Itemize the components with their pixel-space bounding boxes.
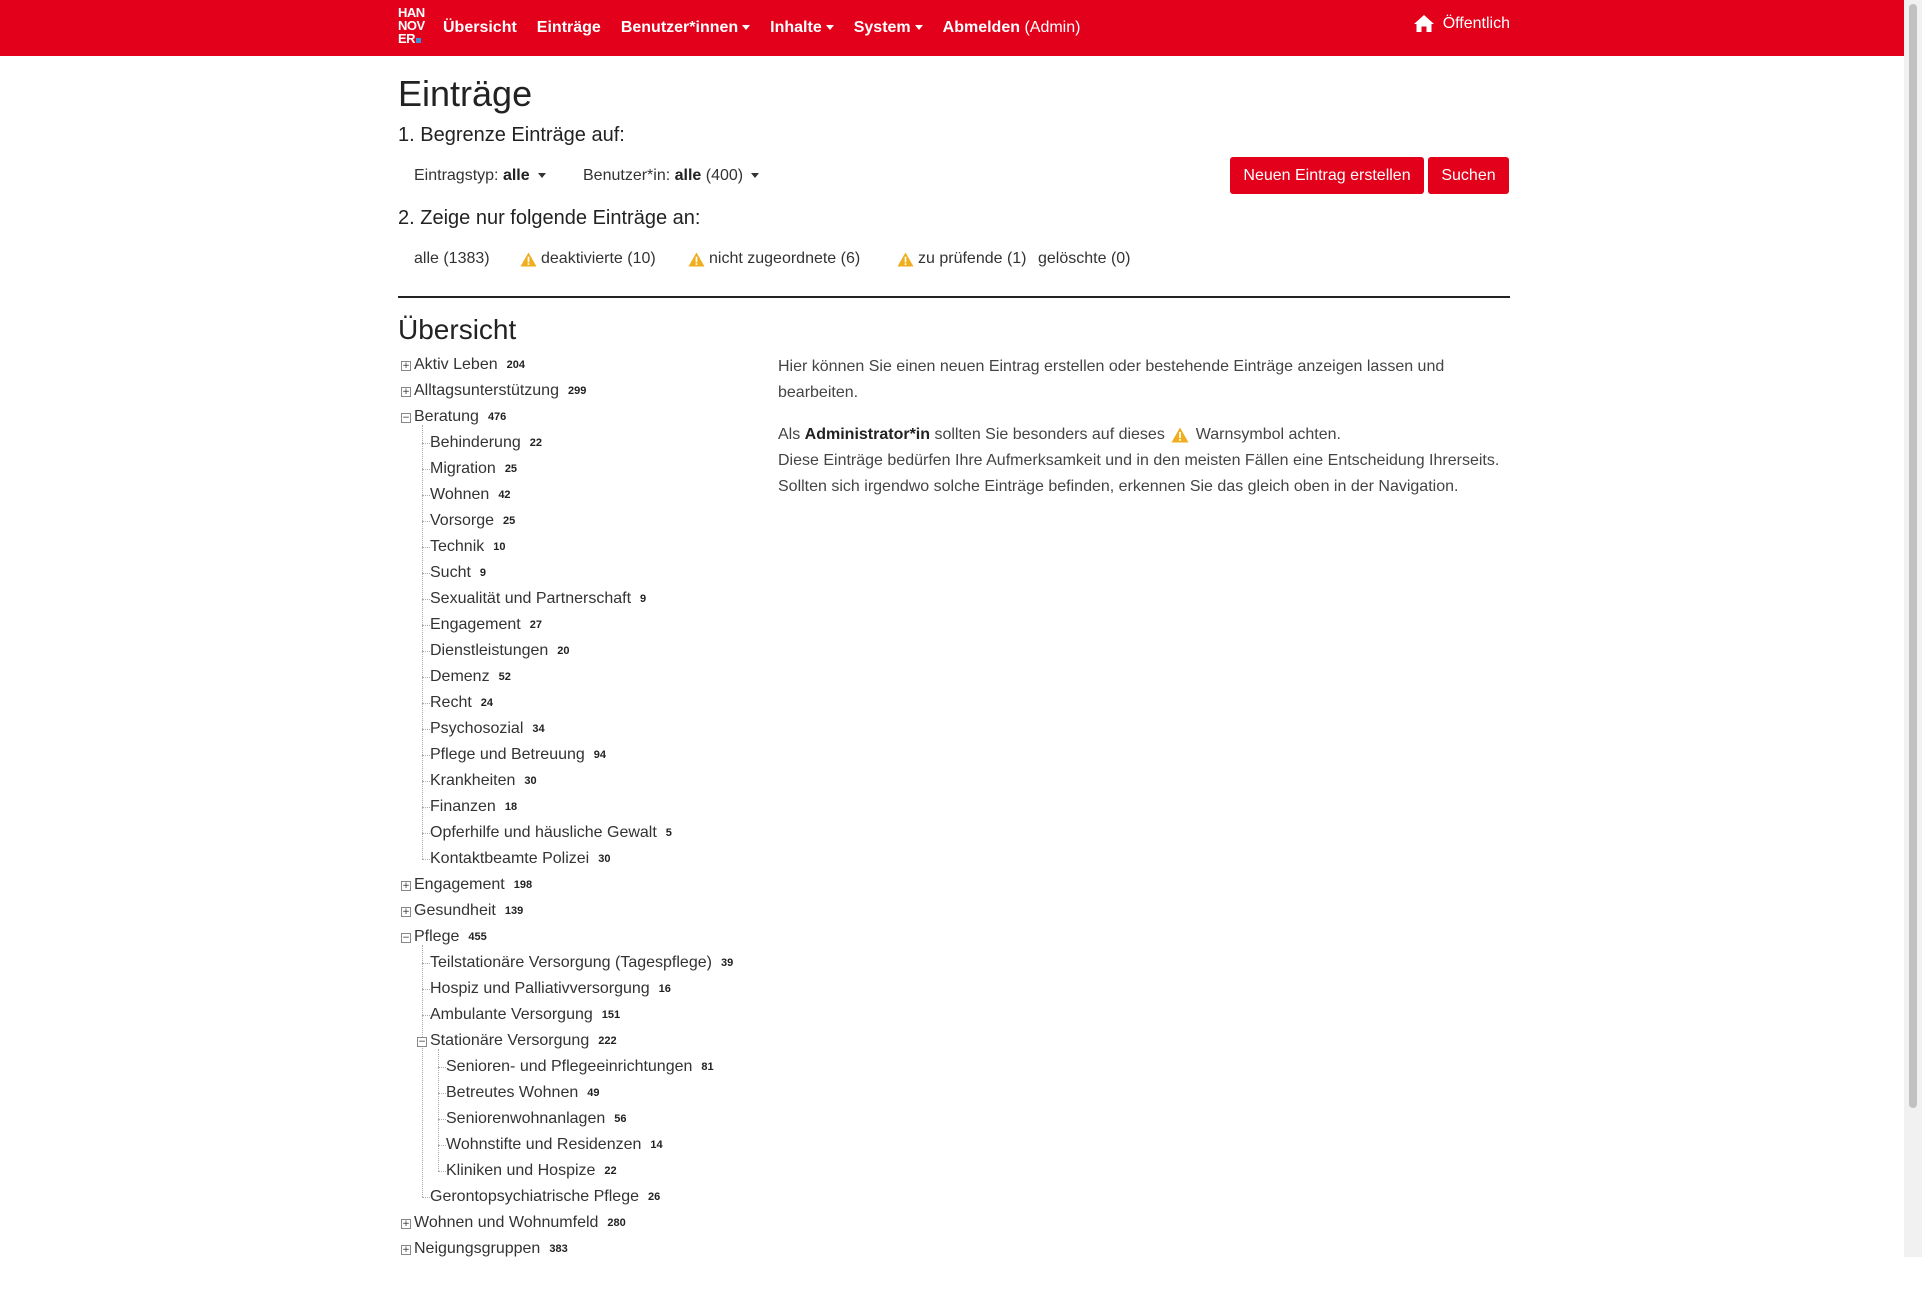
nav-menu (443, 0, 1100, 56)
tree-node-label: Beratung (414, 408, 479, 425)
chevron-down-icon (826, 25, 834, 30)
tree-node-recht[interactable] (430, 690, 493, 716)
nav-item-label: System (853, 19, 911, 36)
tree-node-label: Wohnen und Wohnumfeld (414, 1214, 599, 1231)
nav-item-label: Inhalte (770, 19, 822, 36)
expand-icon[interactable]: + (402, 907, 410, 917)
tree-node-count: 151 (601, 1009, 621, 1021)
tree-node-label: Kliniken und Hospize (446, 1162, 596, 1179)
tree-node-psychosozial[interactable] (430, 716, 545, 742)
tree-node-wohnen-und-wohnumfeld[interactable] (414, 1210, 626, 1236)
user-filter-value: alle (674, 167, 702, 184)
tree-node-count: 94 (593, 749, 607, 761)
logo-dot-icon (416, 38, 421, 43)
show-filter-zu-pruefende[interactable] (897, 250, 1027, 268)
expand-icon[interactable]: + (402, 1245, 410, 1255)
tree-node-sexualitaet-und-partnerschaft[interactable] (430, 586, 646, 612)
section-divider (398, 296, 1510, 298)
chevron-down-icon (538, 173, 546, 178)
tree-node-stationaere-versorgung[interactable] (430, 1028, 617, 1054)
tree-node-count: 52 (498, 671, 511, 683)
tree-node-count: 24 (480, 697, 494, 709)
tree-connector (422, 833, 430, 834)
tree-node-count: 18 (504, 801, 518, 813)
tree-node-label: Gerontopsychiatrische Pflege (430, 1188, 639, 1205)
show-filter-geloeschte[interactable] (1038, 250, 1131, 268)
expand-icon[interactable]: + (402, 361, 410, 371)
tree-node-opferhilfe-und-haeusliche-gewalt[interactable] (430, 820, 672, 846)
info-paragraph-intro: Hier können Sie einen neuen Eintrag erstellen oder bestehende Einträge anzeigen lassen und bearbeiten. (778, 358, 1445, 401)
show-filter-label: alle (1383) (414, 250, 490, 267)
user-dropdown[interactable] (583, 167, 759, 185)
tree-node-beratung[interactable] (414, 404, 506, 430)
tree-node-count: 139 (504, 905, 524, 917)
collapse-icon[interactable]: − (418, 1037, 426, 1047)
tree-node-aktiv-leben[interactable] (414, 352, 525, 378)
nav-logout[interactable] (943, 19, 1081, 37)
tree-node-label: Krankheiten (430, 772, 516, 789)
category-tree (398, 352, 758, 1312)
tree-node-count: 30 (524, 775, 537, 787)
tree-node-seniorenwohnanlagen[interactable] (446, 1106, 627, 1132)
tree-node-label: Engagement (414, 876, 505, 893)
logo-text-line3: ER (398, 31, 416, 46)
tree-node-label: Recht (430, 694, 472, 711)
tree-connector (422, 781, 430, 782)
tree-node-label: Wohnstifte und Residenzen (446, 1136, 642, 1153)
tree-connector (422, 443, 430, 444)
tree-node-label: Seniorenwohnanlagen (446, 1110, 606, 1127)
tree-node-ambulante-versorgung[interactable] (430, 1002, 620, 1028)
tree-node-label: Psychosozial (430, 720, 524, 737)
tree-node-teilstationaere-versorgung-tagespflege[interactable] (430, 950, 733, 976)
tree-node-demenz[interactable] (430, 664, 511, 690)
tree-connector (438, 1093, 446, 1094)
tree-node-label: Wohnen (430, 486, 490, 503)
tree-node-gerontopsychiatrische-pflege[interactable] (430, 1184, 660, 1210)
tree-node-label: Engagement (430, 616, 521, 633)
nav-item-label: Benutzer*innen (620, 19, 739, 36)
show-step-heading: 2. Zeige nur folgende Einträge an: (398, 207, 701, 229)
tree-connector (422, 807, 430, 808)
nav-item-system[interactable] (854, 19, 923, 37)
navbar-container (398, 0, 1510, 56)
tree-node-count: 5 (665, 827, 672, 839)
home-icon (1413, 14, 1435, 33)
tree-guide-line (422, 425, 423, 859)
tree-node-count: 25 (503, 515, 516, 527)
nav-item-benutzer-innen[interactable] (621, 19, 750, 37)
tree-node-label: Pflege (414, 928, 460, 945)
tree-connector (438, 1145, 446, 1146)
tree-node-label: Hospiz und Palliativversorgung (430, 980, 650, 997)
tree-node-wohnen[interactable] (430, 482, 511, 508)
logo-text-line2: NOV (398, 18, 425, 33)
tree-node-count: 14 (650, 1139, 663, 1151)
tree-node-count: 204 (506, 359, 525, 371)
show-filter-nicht-zugeordnete[interactable] (688, 250, 860, 268)
tree-node-label: Vorsorge (430, 512, 495, 529)
tree-node-count: 27 (529, 619, 542, 631)
chevron-down-icon (915, 25, 923, 30)
tree-node-pflege[interactable] (414, 924, 487, 950)
tree-node-behinderung[interactable] (430, 430, 542, 456)
tree-node-count: 26 (648, 1191, 661, 1203)
tree-node-betreutes-wohnen[interactable] (446, 1080, 599, 1106)
public-link[interactable] (1413, 14, 1510, 33)
tree-node-label: Kontaktbeamte Polizei (430, 850, 590, 867)
chevron-down-icon (751, 173, 759, 178)
tree-node-label: Neigungsgruppen (414, 1240, 541, 1257)
tree-connector (422, 677, 430, 678)
tree-node-count: 280 (607, 1217, 626, 1229)
tree-node-label: Senioren- und Pflegeeinrichtungen (446, 1058, 693, 1075)
tree-node-label: Sucht (430, 564, 471, 581)
tree-node-label: Finanzen (430, 798, 496, 815)
tree-connector (422, 547, 430, 548)
tree-node-hospiz-und-palliativversorgung[interactable] (430, 976, 671, 1002)
nav-item-label: Einträge (536, 19, 601, 36)
show-filter-alle[interactable] (414, 250, 490, 268)
tree-connector (422, 989, 430, 990)
top-navbar (0, 0, 1904, 56)
info-text-pre: Als (778, 426, 805, 443)
tree-node-kliniken-und-hospize[interactable] (446, 1158, 617, 1184)
tree-node-label: Alltagsunterstützung (414, 382, 559, 399)
tree-node-count: 22 (604, 1165, 617, 1177)
tree-node-count: 9 (640, 593, 647, 605)
tree-node-count: 476 (487, 411, 507, 423)
expand-icon[interactable]: + (402, 1219, 410, 1229)
tree-connector (422, 859, 430, 860)
tree-node-count: 455 (468, 931, 487, 943)
entry-type-dropdown[interactable] (414, 167, 546, 185)
collapse-icon[interactable]: − (402, 413, 410, 423)
tree-connector (422, 469, 430, 470)
tree-node-count: 299 (567, 385, 587, 397)
tree-connector (422, 703, 430, 704)
tree-node-label: Teilstationäre Versorgung (Tagespflege) (430, 954, 712, 971)
show-filter-deaktivierte[interactable] (520, 250, 656, 268)
nav-item-inhalte[interactable] (770, 19, 834, 37)
tree-node-pflege-und-betreuung[interactable] (430, 742, 606, 768)
info-text-mid: sollten Sie besonders auf dieses (930, 426, 1170, 443)
tree-connector (438, 1171, 446, 1172)
tree-node-count: 20 (557, 645, 570, 657)
tree-node-senioren-und-pflegeeinrichtungen[interactable] (446, 1054, 714, 1080)
info-text (778, 354, 1510, 516)
tree-connector (438, 1067, 446, 1068)
tree-node-kontaktbeamte-polizei[interactable] (430, 846, 610, 872)
tree-node-gesundheit[interactable] (414, 898, 523, 924)
tree-connector (438, 1119, 446, 1120)
show-filter-label: zu prüfende (1) (918, 250, 1027, 267)
tree-node-engagement[interactable] (430, 612, 542, 638)
tree-node-dienstleistungen[interactable] (430, 638, 570, 664)
overview-heading: Übersicht (398, 314, 517, 345)
tree-node-wohnstifte-und-residenzen[interactable] (446, 1132, 663, 1158)
nav-item-eintraege[interactable] (537, 19, 601, 37)
tree-connector (422, 1015, 430, 1016)
tree-node-label: Dienstleistungen (430, 642, 549, 659)
nav-logout-user: (Admin) (1024, 19, 1081, 36)
nav-item-label: Übersicht (443, 19, 517, 36)
collapse-icon[interactable]: − (402, 933, 410, 943)
show-filter-label: nicht zugeordnete (6) (709, 250, 861, 267)
tree-connector (422, 573, 430, 574)
tree-node-label: Gesundheit (414, 902, 496, 919)
tree-node-label: Opferhilfe und häusliche Gewalt (430, 824, 657, 841)
show-filter-label: deaktivierte (10) (541, 250, 656, 267)
tree-connector (422, 1197, 430, 1198)
tree-node-count: 39 (720, 957, 734, 969)
tree-node-label: Migration (430, 460, 496, 477)
tree-node-label: Ambulante Versorgung (430, 1006, 593, 1023)
expand-icon[interactable]: + (402, 881, 410, 891)
tree-node-count: 25 (504, 463, 518, 475)
warning-icon (520, 252, 537, 267)
tree-node-count: 42 (498, 489, 511, 501)
tree-node-label: Behinderung (430, 434, 521, 451)
tree-node-technik[interactable] (430, 534, 506, 560)
filter-step-heading: 1. Begrenze Einträge auf: (398, 124, 625, 146)
tree-node-sucht[interactable] (430, 560, 486, 586)
show-filter-label: gelöschte (0) (1038, 250, 1131, 267)
tree-node-alltagsunterstuetzung[interactable] (414, 378, 586, 404)
tree-node-engagement[interactable] (414, 872, 532, 898)
tree-node-count: 49 (587, 1087, 600, 1099)
tree-node-count: 198 (513, 879, 533, 891)
hannover-logo[interactable] (398, 6, 432, 50)
tree-node-vorsorge[interactable] (430, 508, 515, 534)
tree-connector (422, 755, 430, 756)
tree-connector (422, 599, 430, 600)
tree-node-label: Aktiv Leben (414, 356, 498, 373)
tree-node-finanzen[interactable] (430, 794, 517, 820)
create-entry-button[interactable]: Neuen Eintrag erstellen (1230, 157, 1424, 194)
info-role: Administrator*in (804, 426, 931, 443)
tree-connector (422, 495, 430, 496)
user-filter-label: Benutzer*in: (583, 167, 671, 184)
entry-type-label: Eintragstyp: (414, 167, 499, 184)
nav-item-uebersicht[interactable] (443, 19, 517, 37)
tree-node-label: Technik (430, 538, 485, 555)
tree-connector (422, 625, 430, 626)
tree-node-label: Demenz (430, 668, 490, 685)
user-filter-count: (400) (705, 167, 744, 184)
tree-node-count: 9 (479, 567, 487, 579)
search-button[interactable]: Suchen (1428, 157, 1509, 194)
chevron-down-icon (742, 25, 750, 30)
tree-node-krankheiten[interactable] (430, 768, 537, 794)
tree-node-count: 10 (493, 541, 506, 553)
tree-node-label: Stationäre Versorgung (430, 1032, 590, 1049)
tree-guide-line (422, 945, 423, 1197)
tree-connector (422, 963, 430, 964)
tree-node-label: Sexualität und Partnerschaft (430, 590, 632, 607)
info-text-line2: Diese Einträge bedürfen Ihre Aufmerksamkeit und in den meisten Fällen eine Entscheidung Ihrerseits. (778, 452, 1500, 469)
expand-icon[interactable]: + (402, 387, 410, 397)
tree-node-label: Betreutes Wohnen (446, 1084, 579, 1101)
entry-type-value: alle (502, 167, 530, 184)
page-scrollbar[interactable] (1904, 0, 1922, 1257)
tree-node-count: 16 (658, 983, 671, 995)
page-title: Einträge (398, 73, 533, 114)
info-paragraph-warning (778, 422, 1510, 500)
warning-icon (1171, 427, 1189, 443)
tree-node-label: Pflege und Betreuung (430, 746, 585, 763)
public-label: Öffentlich (1442, 14, 1510, 32)
scrollbar-thumb[interactable] (1909, 4, 1917, 1108)
tree-node-count: 383 (549, 1243, 568, 1255)
tree-node-count: 56 (614, 1113, 627, 1125)
tree-node-count: 222 (598, 1035, 617, 1047)
tree-node-neigungsgruppen[interactable] (414, 1236, 568, 1262)
logo-text-line1: HAN (398, 5, 425, 20)
tree-connector (422, 729, 430, 730)
tree-node-count: 81 (701, 1061, 714, 1073)
warning-icon (688, 252, 705, 267)
nav-logout-label: Abmelden (942, 19, 1020, 36)
warning-icon (897, 252, 914, 267)
tree-node-count: 30 (598, 853, 611, 865)
info-text-post: Warnsymbol achten. (1191, 426, 1341, 443)
tree-node-count: 22 (529, 437, 542, 449)
tree-node-migration[interactable] (430, 456, 517, 482)
tree-connector (422, 651, 430, 652)
tree-connector (422, 521, 430, 522)
info-text-line3: Sollten sich irgendwo solche Einträge befinden, erkennen Sie das gleich oben in der Navigation. (778, 478, 1459, 495)
tree-node-count: 34 (532, 723, 545, 735)
